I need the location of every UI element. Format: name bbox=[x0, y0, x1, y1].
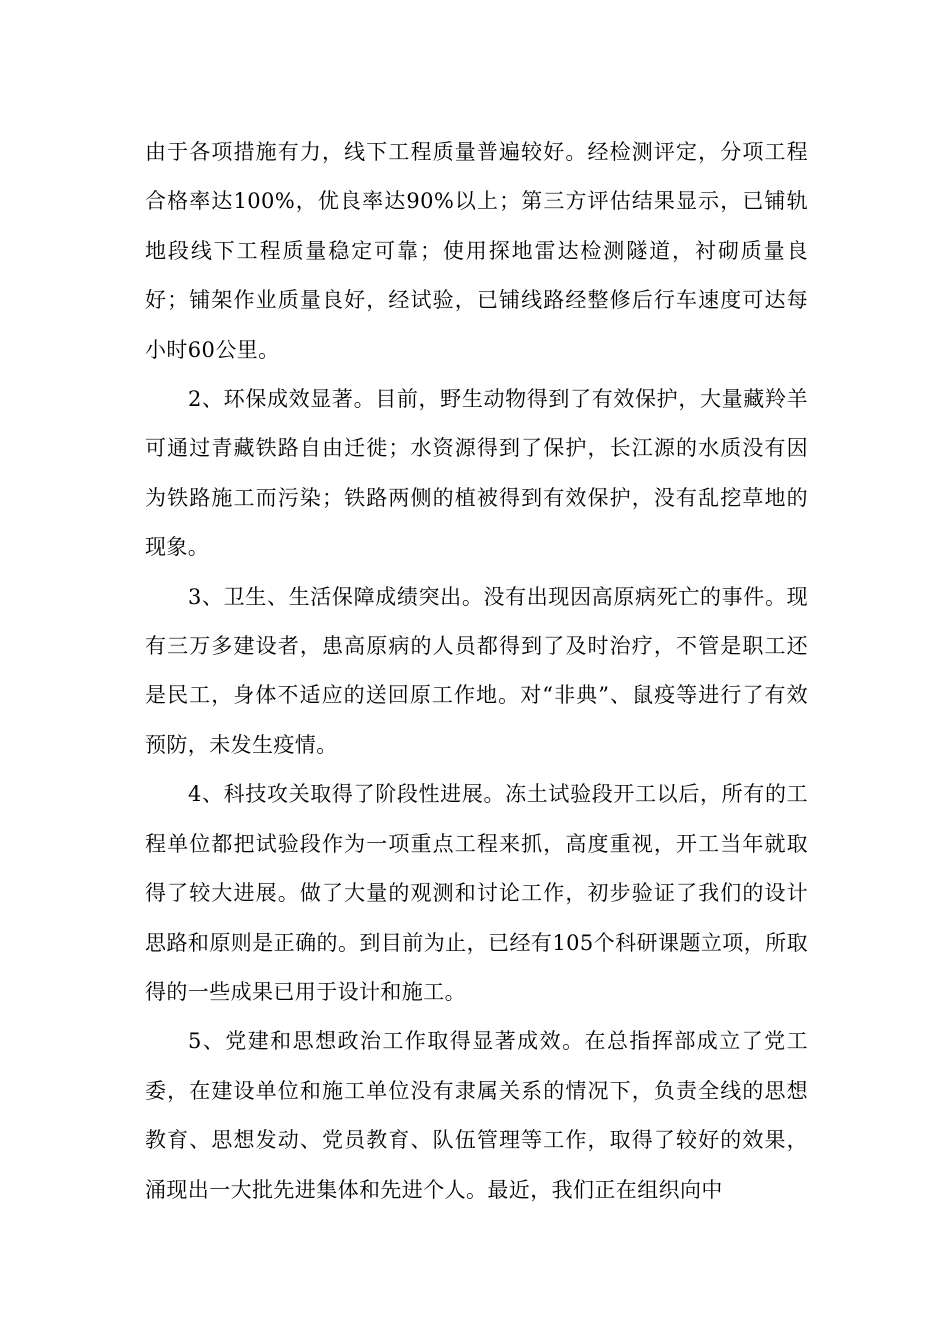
paragraph-quality: 由于各项措施有力，线下工程质量普遍较好。经检测评定，分项工程合格率达100%，优良率达90%以上；第三方评估结果显示，已铺轨地段线下工程质量稳定可靠；使用探地雷达检测隧道，衬砌质量良好；铺架作业质量良好，经试验，已铺线路经整修后行车速度可达每小时60公里。 bbox=[145, 140, 808, 362]
paragraph-technology: 4、科技攻关取得了阶段性进展。冻土试验段开工以后，所有的工程单位都把试验段作为一项重点工程来抓，高度重视，开工当年就取得了较大进展。做了大量的观测和讨论工作，初步验证了我们的设计思路和原则是正确的。到目前为止，已经有105个科研课题立项，所取得的一些成果已用于设计和施工。 bbox=[145, 782, 808, 1004]
document-page bbox=[145, 128, 808, 1215]
paragraph-party-building: 5、党建和思想政治工作取得显著成效。在总指挥部成立了党工委，在建设单位和施工单位没有隶属关系的情况下，负责全线的思想教育、思想发动、党员教育、队伍管理等工作，取得了较好的效果，涌现出一大批先进集体和先进个人。最近，我们正在组织向中 bbox=[145, 1029, 808, 1202]
paragraph-environment: 2、环保成效显著。目前，野生动物得到了有效保护，大量藏羚羊可通过青藏铁路自由迁徙；水资源得到了保护，长江源的水质没有因为铁路施工而污染；铁路两侧的植被得到有效保护，没有乱挖草地的现象。 bbox=[145, 387, 808, 560]
paragraph-health: 3、卫生、生活保障成绩突出。没有出现因高原病死亡的事件。现有三万多建设者，患高原病的人员都得到了及时治疗，不管是职工还是民工，身体不适应的送回原工作地。对“非典”、鼠疫等进行了有效预防，未发生疫情。 bbox=[145, 584, 808, 757]
